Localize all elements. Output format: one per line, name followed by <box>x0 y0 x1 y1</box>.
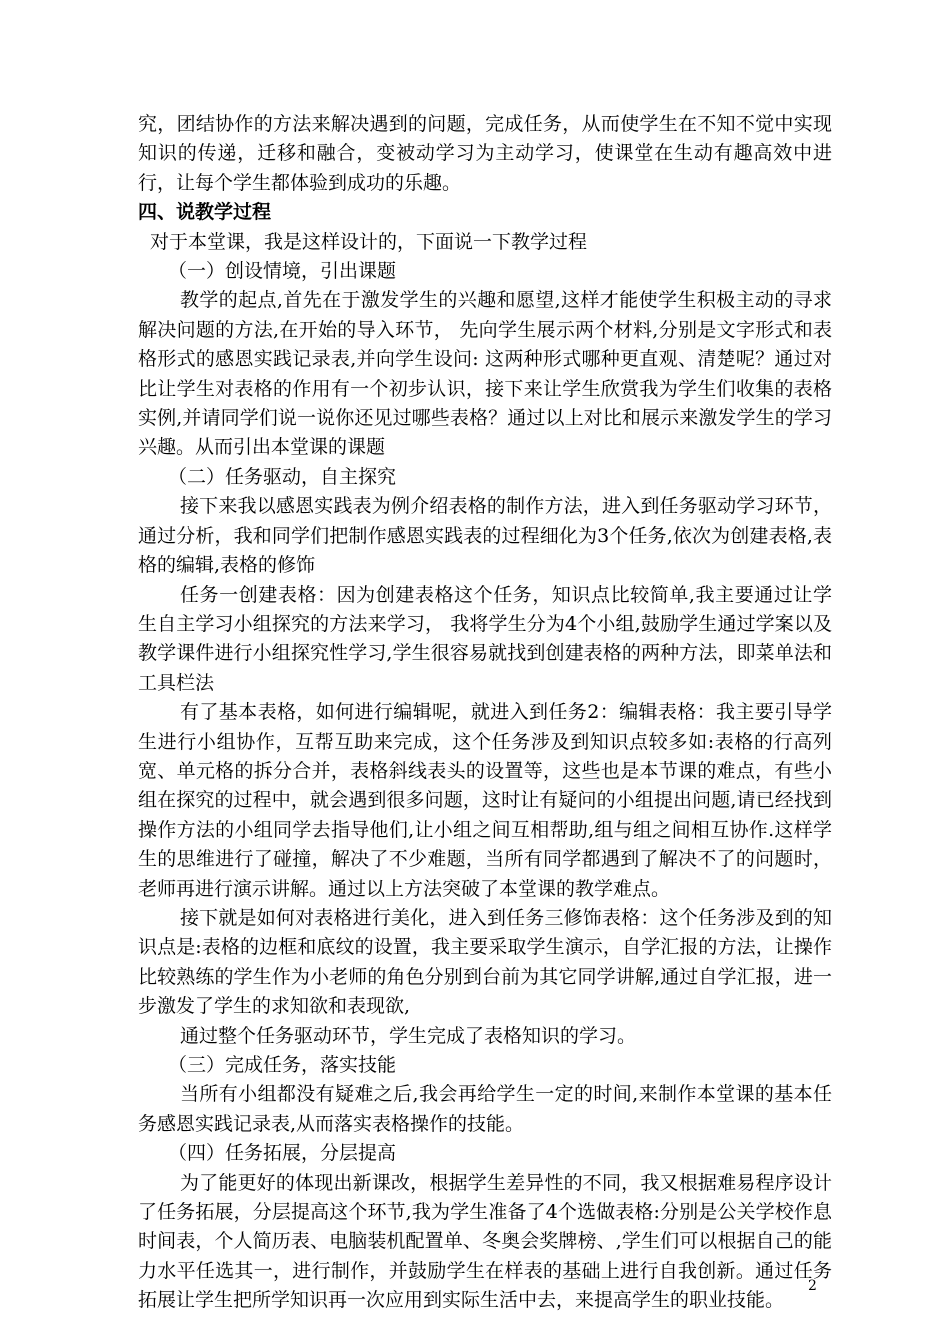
paragraph-continuation: 究，团结协作的方法来解决遇到的问题，完成任务，从而使学生在不知不觉中实现知识的传递，迁移和融合，变被动学习为主动学习，使课堂在生动有趣高效中进行，让每个学生都体验到成功的乐趣。 <box>138 113 832 194</box>
subheading-2: （二）任务驱动，自主探究 <box>168 465 397 488</box>
paragraph-4: 有了基本表格，如何进行编辑呢，就进入到任务2：编辑表格：我主要引导学生进行小组协作，互帮互助来完成，这个任务涉及到知识点较多如:表格的行高列宽、单元格的拆分合并，表格斜线表头的设置等，这些也是本节课的难点，有些小组在探究的过程中，就会遇到很多问题，这时让有疑问的小组提出问题,请已经找到操作方法的小组同学去指导他们,让小组之间互相帮助,组与组之间相互协作.这样学生的思维进行了碰撞，解决了不少难题，当所有同学都遇到了解决不了的问题时，老师再进行演示讲解。通过以上方法突破了本堂课的教学难点。 <box>138 701 832 900</box>
paragraph-3: 任务一创建表格：因为创建表格这个任务，知识点比较简单,我主要通过让学生自主学习小组探究的方法来学习， 我将学生分为4个小组,鼓励学生通过学案以及教学课件进行小组探究性学习,学生很容易就找到创建表格的两种方法，即菜单法和工具栏法 <box>138 583 832 694</box>
page-number: 2 <box>808 1278 817 1294</box>
subheading-4: （四）任务拓展，分层提高 <box>168 1142 397 1165</box>
paragraph-8: 为了能更好的体现出新课改，根据学生差异性的不同，我又根据难易程序设计了任务拓展，分层提高这个环节,我为学生准备了4个选做表格:分别是公关学校作息时间表，个人简历表、电脑装机配置单、冬奥会奖牌榜、,学生们可以根据自己的能力水平任选其一，进行制作，并鼓励学生在样表的基础上进行自我创新。通过任务拓展让学生把所学知识再一次应用到实际生活中去，来提高学生的职业技能。 <box>138 1171 832 1312</box>
subheading-1: （一）创设情境，引出课题 <box>168 260 397 283</box>
paragraph-6: 通过整个任务驱动环节，学生完成了表格知识的学习。 <box>180 1024 637 1047</box>
section-intro: 对于本堂课，我是这样设计的，下面说一下教学过程 <box>150 230 588 253</box>
paragraph-7: 当所有小组都没有疑难之后,我会再给学生一定的时间,来制作本堂课的基本任务感恩实践记录表,从而落实表格操作的技能。 <box>138 1083 832 1135</box>
section-heading: 四、说教学过程 <box>138 201 272 224</box>
paragraph-1: 教学的起点,首先在于激发学生的兴趣和愿望,这样才能使学生积极主动的寻求解决问题的方法,在开始的导入环节， 先向学生展示两个材料,分别是文字形式和表格形式的感恩实践记录表,并向学生设问: 这两种形式哪种更直观、清楚呢？通过对比让学生对表格的作用有一个初步认识，接下来让学生欣赏我为学生们收集的表格实例,并请同学们说一说你还见过哪些表格？通过以上对比和展示来激发学生的学习兴趣。从而引出本堂课的课题 <box>138 289 832 459</box>
document-body <box>138 110 832 1316</box>
subheading-3: （三）完成任务，落实技能 <box>168 1054 397 1076</box>
paragraph-5: 接下就是如何对表格进行美化，进入到任务三修饰表格：这个任务涉及到的知识点是:表格的边框和底纹的设置，我主要采取学生演示，自学汇报的方法，让操作比较熟练的学生作为小老师的角色分别到台前为其它同学讲解,通过自学汇报，进一步激发了学生的求知欲和表现欲, <box>138 906 832 1018</box>
paragraph-2: 接下来我以感恩实践表为例介绍表格的制作方法，进入到任务驱动学习环节，通过分析，我和同学们把制作感恩实践表的过程细化为3个任务,依次为创建表格,表格的编辑,表格的修饰 <box>138 495 832 577</box>
